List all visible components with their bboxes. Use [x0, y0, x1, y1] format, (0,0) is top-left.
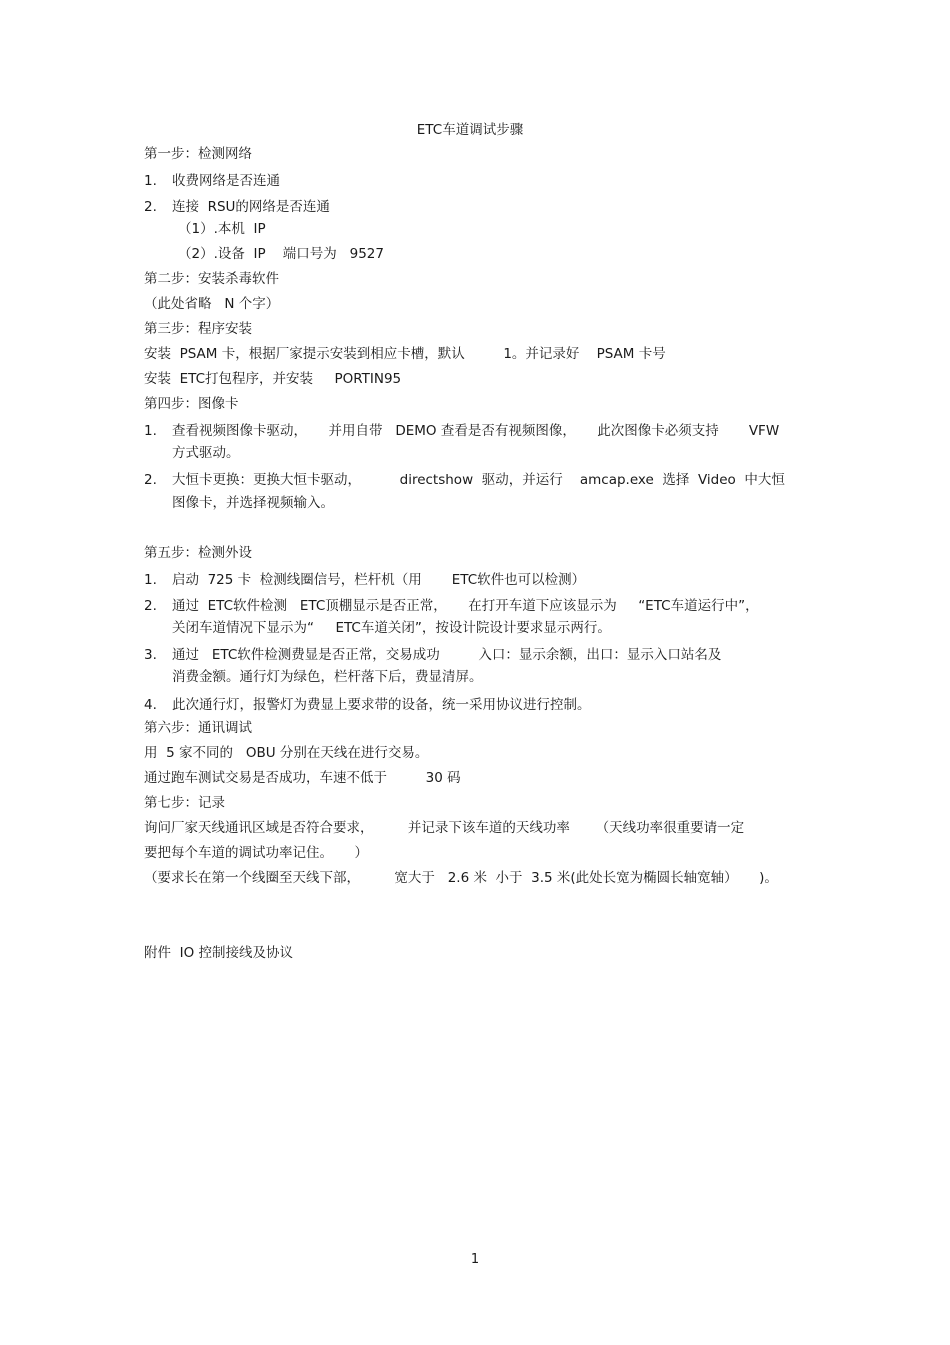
- step-5-item-4-number: 4.: [144, 697, 157, 713]
- step-5-item-1-number: 1.: [144, 572, 157, 588]
- step-1-item-2: 连接 RSU的网络是否连通: [172, 199, 330, 215]
- step-5-item-3-number: 3.: [144, 647, 157, 663]
- document-title: ETC车道调试步骤: [416, 122, 524, 138]
- step-5-item-3-line-2: 消费金额。通行灯为绿色，栏杆落下后，费显清屏。: [172, 669, 483, 685]
- step-7-line-1: 询问厂家天线通讯区域是否符合要求， 并记录下该车道的天线功率 （天线功率很重要请一定: [144, 820, 745, 836]
- step-5-item-2-line-2: 关闭车道情况下显示为“ ETC车道关闭”，按设计院设计要求显示两行。: [172, 620, 611, 636]
- step-5-item-3-line-1: 通过 ETC软件检测费显是否正常，交易成功 入口：显示余额，出口：显示入口站名及: [172, 647, 722, 663]
- step-4-item-2-number: 2.: [144, 472, 157, 488]
- step-3-line-1: 安装 PSAM 卡，根据厂家提示安装到相应卡槽，默认 1。并记录好 PSAM 卡号: [144, 346, 666, 362]
- step-5-heading: 第五步：检测外设: [144, 545, 252, 561]
- step-1-item-2-number: 2.: [144, 199, 157, 215]
- step-4-heading: 第四步：图像卡: [144, 396, 239, 412]
- step-4-item-1-line-2: 方式驱动。: [172, 445, 240, 461]
- step-1-item-1-number: 1.: [144, 173, 157, 189]
- step-7-line-2: 要把每个车道的调试功率记住。 ）: [144, 845, 368, 861]
- step-7-heading: 第七步：记录: [144, 795, 225, 811]
- step-7-line-3: （要求长在第一个线圈至天线下部， 宽大于 2.6 米 小于 3.5 米(此处长宽为椭圆长轴宽轴） )。: [144, 870, 778, 886]
- step-1-item-2-sub-2: （2）.设备 IP 端口号为 9527: [178, 246, 384, 262]
- step-1-item-1: 收费网络是否连通: [172, 173, 280, 189]
- step-1-heading: 第一步：检测网络: [144, 146, 252, 162]
- step-6-line-2: 通过跑车测试交易是否成功，车速不低于 30 码: [144, 770, 461, 786]
- step-6-heading: 第六步：通讯调试: [144, 720, 252, 736]
- step-3-line-2: 安装 ETC打包程序，并安装 PORTIN95: [144, 371, 402, 387]
- step-4-item-2-line-1: 大恒卡更换：更换大恒卡驱动， directshow 驱动，并运行 amcap.exe 选择 Video 中大恒: [172, 472, 785, 488]
- step-3-heading: 第三步：程序安装: [144, 321, 252, 337]
- step-4-item-1-line-1: 查看视频图像卡驱动， 并用自带 DEMO 查看是否有视频图像， 此次图像卡必须支持 VFW: [172, 423, 780, 439]
- step-2-heading: 第二步：安装杀毒软件: [144, 271, 279, 287]
- step-1-item-2-sub-1: （1）.本机 IP: [178, 221, 266, 237]
- step-5-item-2-line-1: 通过 ETC软件检测 ETC顶棚显示是否正常， 在打开车道下应该显示为 “ETC车道运行中”，: [172, 598, 759, 614]
- step-4-item-2-line-2: 图像卡，并选择视频输入。: [172, 495, 334, 511]
- step-5-item-4: 此次通行灯，报警灯为费显上要求带的设备，统一采用协议进行控制。: [172, 697, 591, 713]
- step-4-item-1-number: 1.: [144, 423, 157, 439]
- step-6-line-1: 用 5 家不同的 OBU 分别在天线在进行交易。: [144, 745, 429, 761]
- step-2-note: （此处省略 N 个字）: [144, 296, 280, 312]
- appendix-heading: 附件 IO 控制接线及协议: [144, 945, 293, 961]
- step-5-item-2-number: 2.: [144, 598, 157, 614]
- page-number: 1: [470, 1252, 480, 1267]
- step-5-item-1: 启动 725 卡 检测线圈信号，栏杆机（用 ETC软件也可以检测）: [172, 572, 586, 588]
